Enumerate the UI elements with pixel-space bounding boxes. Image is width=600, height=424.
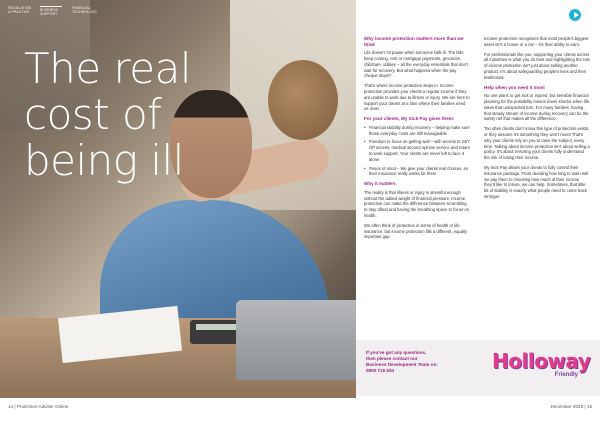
article-headline: [24, 46, 244, 184]
contact-box: [356, 340, 600, 396]
benefits-list: [364, 125, 470, 177]
section-heading: Help when you need it most: [484, 84, 545, 90]
logo-wordmark: Holloway: [492, 349, 591, 373]
paragraph: We often think of protection in terms of health or life insurance, but income protection fills a different, equally important gap.: [364, 222, 468, 240]
paragraph: Too often clients don't know this type of protection exists, or they assume it's something they won't need! That's why your clients rely on you to raise the subject, every time. Talking about income protection isn't about selling a policy. It's about ensuring your clients fully understand the risk of losing their income.: [484, 126, 590, 161]
text-column-2: [484, 36, 590, 204]
section-heading: For your clients, My Sick Pay gives them:: [364, 116, 455, 122]
text-column-1: [364, 36, 470, 244]
paragraph: My Sick Pay allows your clients to fully control their insurance package. From deciding how long to wait until we pay them to choosing how much of their income they'd like to insure, we can help. Sometimes, that little bit of stability is exactly what people need to come back stronger.: [484, 164, 589, 199]
headline-line-1: The real: [24, 44, 192, 93]
list-item: • Peace of mind – We give your clients real choices, so their insurance really works for them: [364, 166, 470, 178]
contact-phone[interactable]: 0800 716 654: [366, 368, 395, 373]
nav-item-regulation[interactable]: REGULATION & PRACTICE: [8, 6, 32, 15]
paragraph: For professionals like you, supporting your clients across all industries is what you do best and highlighting the role of income protection isn't just about selling another product. It's about safeguarding people's lives and their livelihoods.: [484, 51, 590, 80]
play-icon[interactable]: [569, 9, 581, 21]
nav-item-financial-technology[interactable]: FINANCIAL TECHNOLOGY: [72, 6, 98, 15]
photo-woman-hair: [268, 60, 338, 140]
list-item: • Freedom to focus on getting well – with access to 24/7 GP access, medical second opinion service and return to work support. Your clients are never left to face it alone: [364, 139, 470, 162]
contact-line: Business Development Team on:: [366, 362, 438, 367]
list-item: • Financial stability during recovery – helping make sure those everyday costs are still manageable: [364, 125, 470, 137]
photo-laptop: [236, 300, 356, 380]
footer-right: December 2025 | 15: [550, 404, 592, 409]
section-heading: Why it matters: [364, 181, 396, 187]
contact-line: then please contact our: [366, 356, 418, 361]
paragraph: That's where income protection steps in. Income protection provides your clients a regular income if they are unable to work due to illness or injury. We are here to support your clients at a time where their families need us most.: [364, 83, 470, 112]
paragraph: No one plans to get sick or injured, but sensible financial planning for the possibility means fewer shocks when life takes that unexpected turn. For many families, having that steady stream of income during recovery can be the safety net that makes all the difference.: [484, 93, 590, 122]
logo-subtext: Friendly: [554, 372, 578, 378]
headline-line-2: cost of: [24, 90, 162, 139]
paragraph: Income protection recognises that most people's biggest asset isn't a house or a car – it's their ability to earn.: [484, 36, 589, 47]
holloway-friendly-logo: [492, 349, 591, 384]
paragraph: Life doesn't hit pause when someone falls ill. The bills keep coming, rent or mortgage payments, groceries, childcare, utilities – all the everyday essentials that don't wait for recovery. But what happens when the pay cheque stops?: [364, 50, 468, 79]
nav-item-business-support[interactable]: BUSINESS SUPPORT: [40, 6, 62, 17]
contact-line: If you've got any questions,: [366, 350, 427, 355]
section-heading: Why income protection matters more than we think: [364, 36, 464, 47]
headline-line-3: being ill: [24, 136, 184, 185]
contact-text: [366, 350, 476, 374]
paragraph: The reality is that illness or injury is stressful enough without the added weight of financial pressure. Income protection can make the difference between scrambling to stay afloat and having the breathing space to focus on health.: [364, 189, 469, 218]
footer-left: 14 | Protection Adviser Online: [8, 404, 69, 409]
section-nav: [8, 6, 98, 17]
